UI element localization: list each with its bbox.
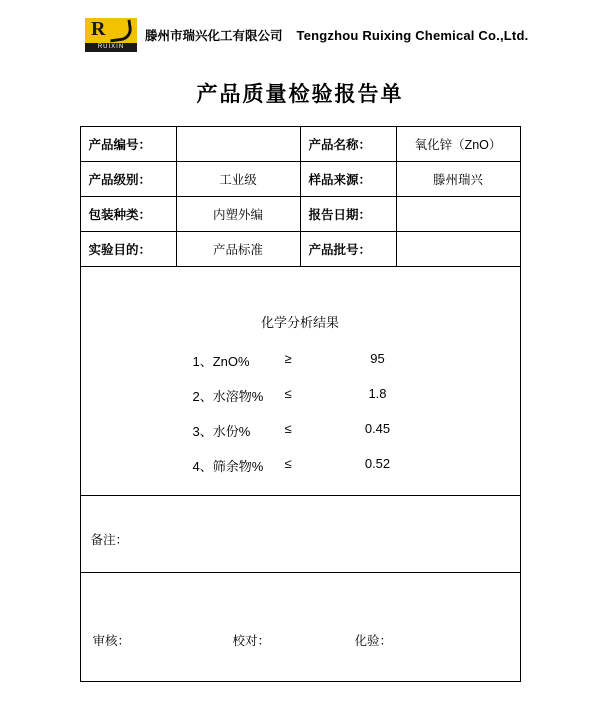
analysis-title: 化学分析结果 bbox=[260, 314, 339, 330]
batch-label: 产品批号： bbox=[300, 232, 396, 267]
report-date-label: 报告日期： bbox=[300, 197, 396, 232]
batch-value bbox=[396, 232, 520, 267]
report-date-value bbox=[396, 197, 520, 232]
logo-swash-icon bbox=[108, 19, 134, 42]
product-code-value bbox=[176, 127, 300, 162]
remark-row bbox=[80, 496, 520, 573]
analysis-item-operator: ≥ bbox=[284, 350, 292, 366]
company-name-en: Tengzhou Ruixing Chemical Co.,Ltd. bbox=[296, 27, 529, 43]
analysis-item bbox=[81, 456, 520, 475]
report-table bbox=[80, 126, 521, 682]
company-logo bbox=[85, 18, 137, 52]
table-row bbox=[80, 197, 520, 232]
product-name-label: 产品名称： bbox=[300, 127, 396, 162]
sample-source-value: 滕州瑞兴 bbox=[396, 162, 520, 197]
analysis-row bbox=[80, 267, 520, 496]
logo-letter: R bbox=[91, 18, 106, 40]
analysis-item-value: 0.52 bbox=[364, 455, 391, 471]
analysis-item-operator: ≤ bbox=[284, 385, 292, 401]
page-title: 产品质量检验报告单 bbox=[196, 83, 404, 106]
review-label: 审核： bbox=[92, 634, 131, 648]
analysis-item-value: 0.45 bbox=[364, 420, 391, 436]
analysis-item-name: 3、水份% bbox=[192, 423, 251, 439]
company-name-cn: 滕州市瑞兴化工有限公司 bbox=[145, 29, 283, 43]
logo-wordmark: RUIXIN bbox=[85, 43, 137, 52]
product-code-label: 产品编号： bbox=[80, 127, 176, 162]
analysis-item bbox=[81, 421, 520, 440]
analysis-item bbox=[81, 386, 520, 405]
product-name-value: 氧化锌（ZnO） bbox=[396, 127, 520, 162]
package-value: 内塑外编 bbox=[176, 197, 300, 232]
remark-label: 备注： bbox=[80, 496, 520, 573]
purpose-label: 实验目的： bbox=[80, 232, 176, 267]
analysis-item-name: 2、水溶物% bbox=[192, 388, 264, 404]
assay-label: 化验： bbox=[354, 634, 393, 648]
table-row bbox=[80, 162, 520, 197]
grade-label: 产品级别： bbox=[80, 162, 176, 197]
analysis-item-name: 4、筛余物% bbox=[192, 458, 264, 474]
purpose-value: 产品标准 bbox=[176, 232, 300, 267]
analysis-item-operator: ≤ bbox=[284, 420, 292, 436]
analysis-item bbox=[81, 351, 520, 370]
analysis-item-value: 1.8 bbox=[368, 385, 387, 401]
check-label: 校对： bbox=[232, 634, 271, 648]
signature-row bbox=[80, 573, 520, 682]
table-row bbox=[80, 127, 520, 162]
signature-section bbox=[80, 573, 520, 682]
analysis-item-value: 95 bbox=[370, 350, 385, 366]
analysis-item-name: 1、ZnO% bbox=[192, 353, 250, 369]
sample-source-label: 样品来源： bbox=[300, 162, 396, 197]
document-header bbox=[0, 0, 600, 52]
grade-value: 工业级 bbox=[176, 162, 300, 197]
analysis-section bbox=[80, 267, 520, 496]
package-label: 包装种类： bbox=[80, 197, 176, 232]
table-row bbox=[80, 232, 520, 267]
analysis-item-operator: ≤ bbox=[284, 455, 292, 471]
